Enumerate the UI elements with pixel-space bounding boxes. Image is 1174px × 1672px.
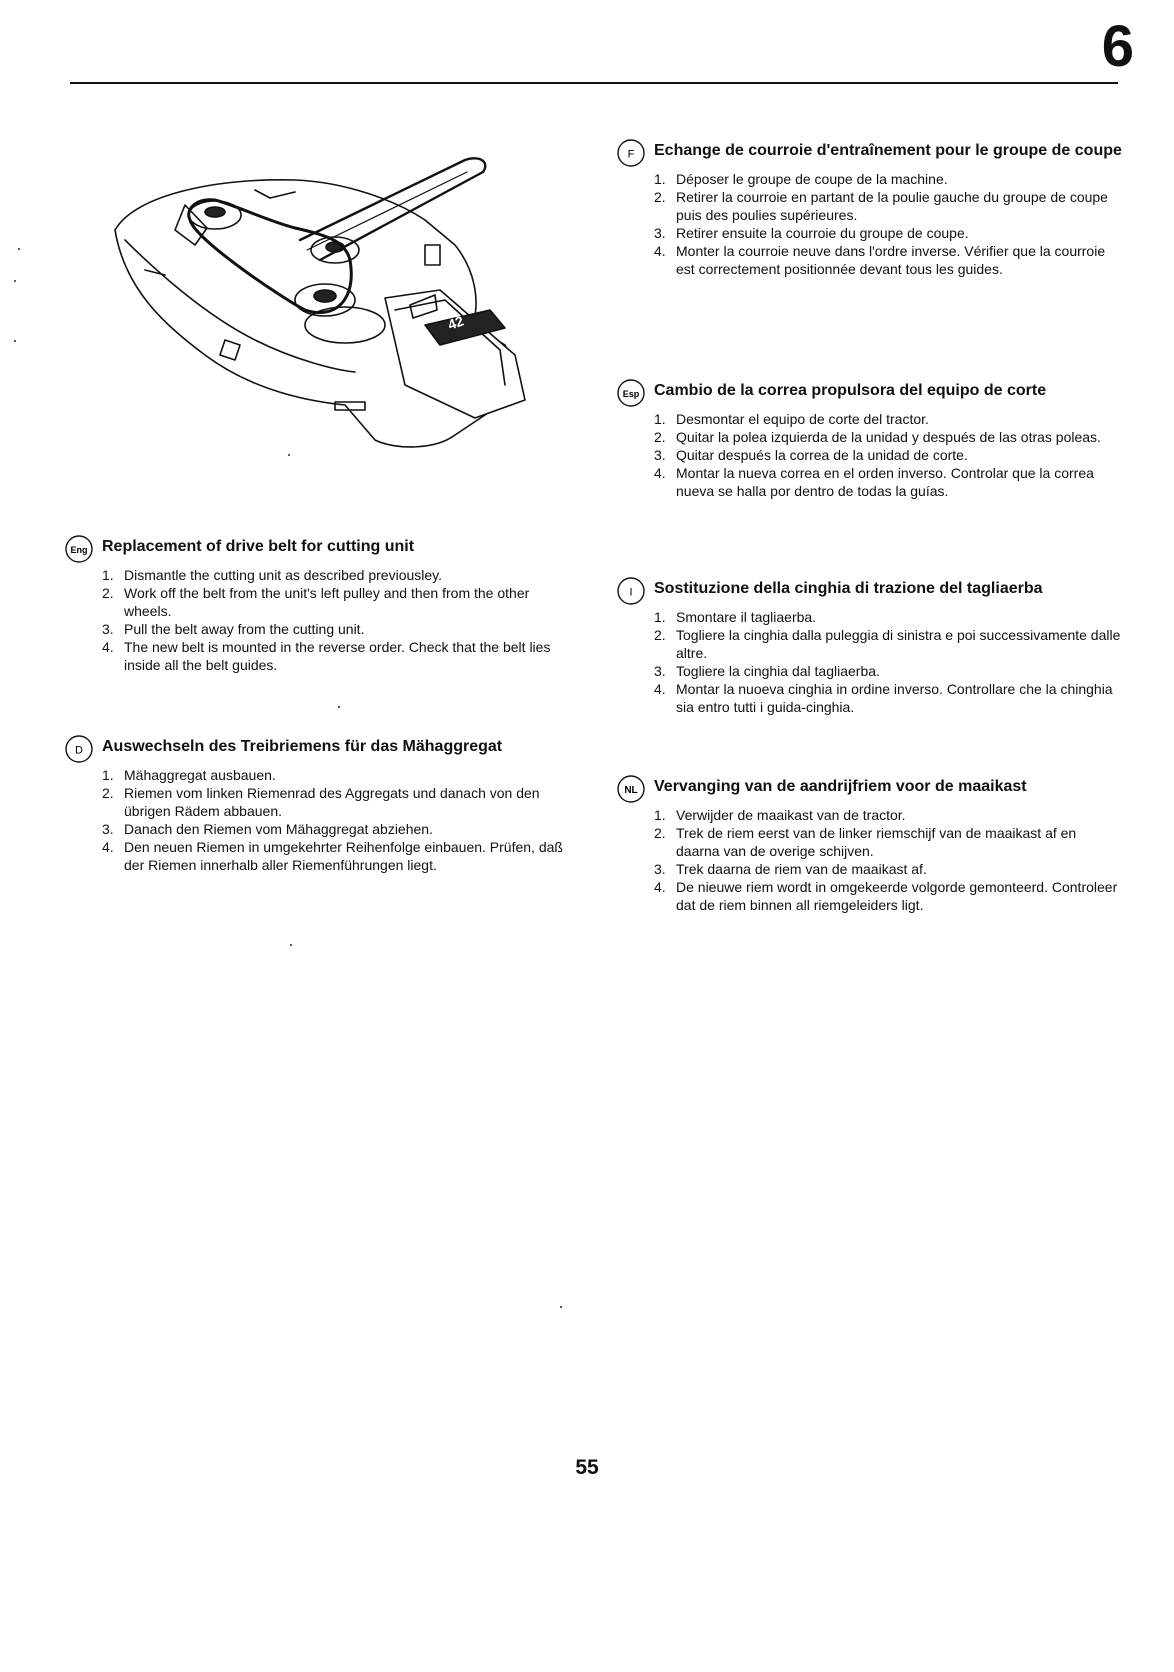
list-item: 2. Work off the belt from the unit's left pulley and then from the other wheels.	[102, 585, 530, 619]
scan-speck	[290, 944, 292, 946]
scan-speck	[288, 454, 290, 456]
section-title: Cambio de la correa propulsora del equipo de corte	[654, 382, 1047, 399]
list-item: 3. Trek daarna de riem van de maaikast af.	[654, 861, 927, 877]
language-badge-icon	[616, 774, 646, 804]
mower-deck-icon	[95, 150, 555, 490]
steps-list	[102, 766, 570, 874]
badge-text: Esp	[622, 389, 640, 399]
list-item: 4. Montar la nueva correa en el orden inverso. Controlar que la correa nueva se halla por dentro de todas la guías.	[654, 465, 1094, 499]
header-rule	[70, 82, 1118, 84]
scan-speck	[338, 706, 340, 708]
language-badge-icon	[64, 534, 94, 564]
language-badge-icon	[616, 138, 646, 168]
section-it	[622, 576, 1122, 716]
mower-deck-belt-drawing	[95, 150, 555, 490]
section-title: Auswechseln des Treibriemens für das Mähaggregat	[102, 738, 503, 755]
list-item: 4. Montar la nuoeva cinghia in ordine inverso. Controllare che la chinghia sia entro tutti i guida-cinghia.	[654, 681, 1113, 715]
list-item: 4. Den neuen Riemen in umgekehrter Reihenfolge einbauen. Prüfen, daß der Riemen innerhalb aller Riemenführungen liegt.	[102, 839, 563, 873]
list-item: 1. Déposer le groupe de coupe de la machine.	[654, 171, 948, 187]
list-item: 2. Togliere la cinghia dalla puleggia di sinistra e poi successivamente dalle altre.	[654, 627, 1121, 661]
list-item: 3. Danach den Riemen vom Mähaggregat abziehen.	[102, 821, 433, 837]
section-es	[622, 378, 1122, 500]
list-item: 2. Quitar la polea izquierda de la unidad y después de las otras poleas.	[654, 429, 1101, 445]
list-item: 1. Smontare il tagliaerba.	[654, 609, 817, 625]
badge-text: I	[629, 586, 633, 599]
list-item: 1. Dismantle the cutting unit as described previousley.	[102, 567, 443, 583]
steps-list	[654, 170, 1122, 278]
list-item: 4. Monter la courroie neuve dans l'ordre inverse. Vérifier que la courroie est correctement positionnée devant tous les guides.	[654, 243, 1106, 277]
deck-label: 42	[445, 312, 466, 333]
section-nl	[622, 774, 1122, 914]
scan-speck	[14, 340, 16, 342]
section-title: Vervanging van de aandrijfriem voor de maaikast	[654, 778, 1027, 795]
steps-list	[102, 566, 570, 674]
section-en	[70, 534, 570, 674]
list-item: 3. Pull the belt away from the cutting unit.	[102, 621, 365, 637]
list-item: 2. Riemen vom linken Riemenrad des Aggregats und danach von den übrigen Rädem abbauen.	[102, 785, 540, 819]
badge-text: NL	[624, 785, 638, 796]
list-item: 1. Mähaggregat ausbauen.	[102, 767, 276, 783]
list-item: 2. Trek de riem eerst van de linker riemschijf van de maaikast af en daarna van de overige schijven.	[654, 825, 1077, 859]
list-item: 4. The new belt is mounted in the reverse order. Check that the belt lies inside all the belt guides.	[102, 639, 551, 673]
scan-speck	[14, 280, 16, 282]
chapter-number: 6	[1101, 14, 1134, 79]
list-item: 3. Togliere la cinghia dal tagliaerba.	[654, 663, 880, 679]
section-title: Sostituzione della cinghia di trazione del tagliaerba	[654, 580, 1043, 597]
list-item: 4. De nieuwe riem wordt in omgekeerde volgorde gemonteerd. Controleer dat de riem binnen all riemgeleiders ligt.	[654, 879, 1118, 913]
steps-list	[654, 410, 1122, 500]
list-item: 2. Retirer la courroie en partant de la poulie gauche du groupe de coupe puis des poulies supérieures.	[654, 189, 1108, 223]
language-badge-icon	[616, 378, 646, 408]
list-item: 1. Desmontar el equipo de corte del tractor.	[654, 411, 929, 427]
section-fr	[622, 138, 1122, 278]
steps-list	[654, 806, 1122, 914]
list-item: 3. Retirer ensuite la courroie du groupe de coupe.	[654, 225, 969, 241]
list-item: 1. Verwijder de maaikast van de tractor.	[654, 807, 906, 823]
language-badge-icon	[616, 576, 646, 606]
badge-text: F	[627, 148, 635, 161]
badge-text: D	[75, 744, 83, 757]
steps-list	[654, 608, 1122, 716]
section-de	[70, 734, 570, 874]
scan-speck	[560, 1306, 562, 1308]
scan-speck	[18, 248, 20, 250]
section-title: Replacement of drive belt for cutting unit	[102, 538, 415, 555]
badge-text: Eng	[70, 545, 88, 555]
section-title: Echange de courroie d'entraînement pour le groupe de coupe	[654, 142, 1122, 159]
list-item: 3. Quitar después la correa de la unidad de corte.	[654, 447, 968, 463]
page-number: 55	[575, 1456, 599, 1479]
language-badge-icon	[64, 734, 94, 764]
